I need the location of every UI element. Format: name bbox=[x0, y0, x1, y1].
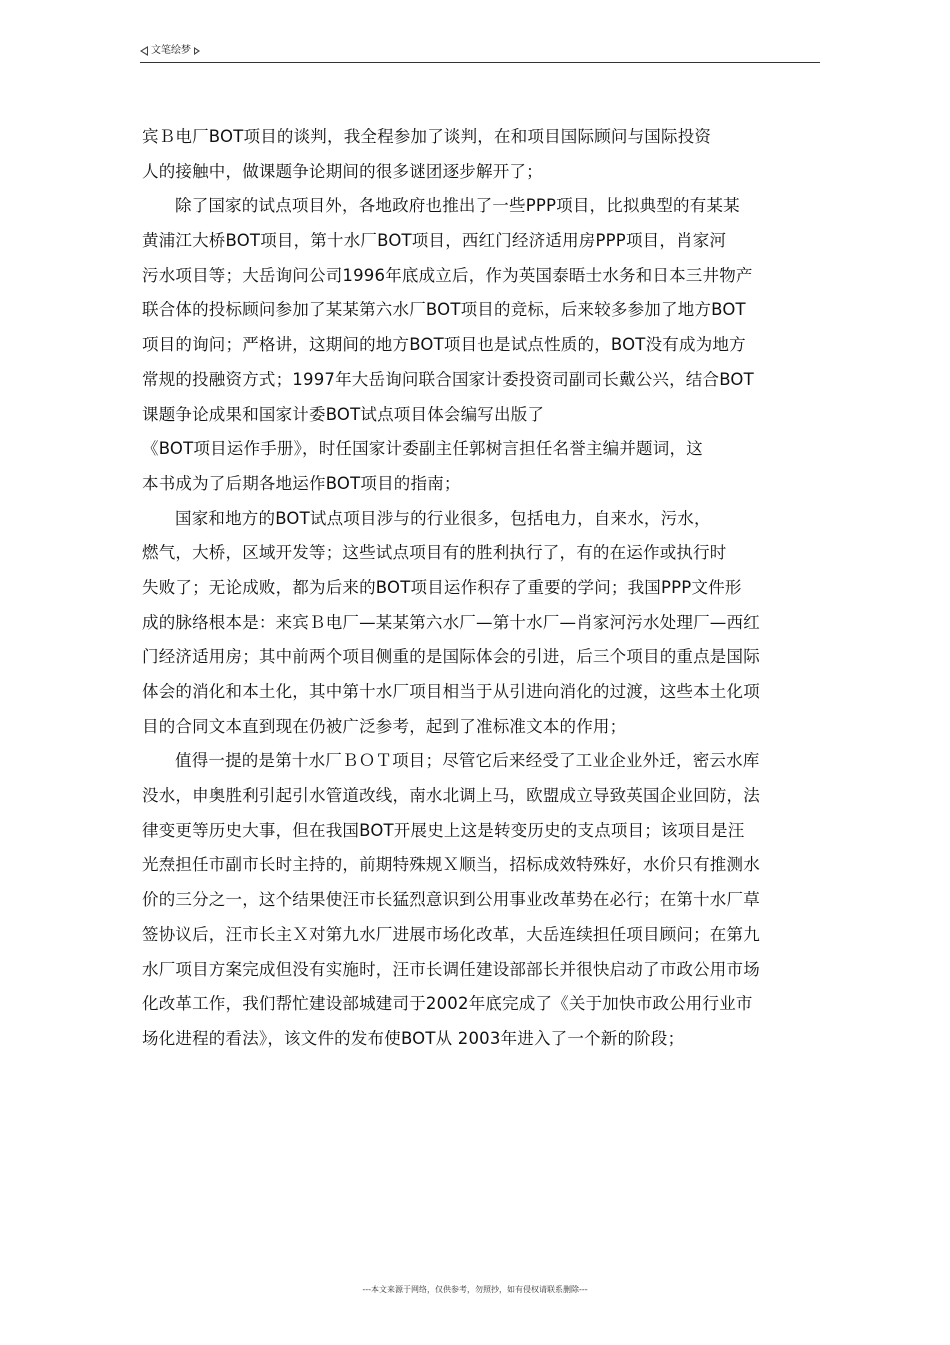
text-line: 常规的投融资方式；1997年大岳询问联合国家计委投资司副司长戴公兴，结合BOT bbox=[142, 369, 754, 389]
text-line: 律变更等历史大事，但在我国BOT开展史上这是转变历史的支点项目；该项目是汪 bbox=[142, 820, 745, 840]
header-brand-text: 文笔绘梦 bbox=[151, 45, 191, 56]
text-line: 价的三分之一，这个结果使汪市长猛烈意识到公用事业改革势在必行；在第十水厂草 bbox=[142, 890, 760, 910]
page-footer: ---本文来源于网络，仅供参考，勿照抄，如有侵权请联系删除--- bbox=[362, 1285, 588, 1294]
header-brand bbox=[140, 44, 200, 58]
document-body bbox=[142, 120, 822, 1057]
text-line: 《BOT项目运作手册》，时任国家计委副主任郭树言担任名誉主编并题词，这 bbox=[142, 439, 703, 459]
text-line: 没水，申奥胜利引起引水管道改线，南水北调上马，欧盟成立导致英国企业回防，法 bbox=[142, 786, 760, 806]
text-line: 宾Ｂ电厂BOT项目的谈判，我全程参加了谈判，在和项目国际顾问与国际投资 bbox=[142, 127, 712, 146]
text-line: 污水项目等；大岳询问公司1996年底成立后，作为英国泰晤士水务和日本三井物产 bbox=[142, 265, 753, 285]
text-line: 项目的询问；严格讲，这期间的地方BOT项目也是试点性质的，BOT没有成为地方 bbox=[142, 335, 746, 355]
text-line: 值得一提的是第十水厂ＢＯＴ项目；尽管它后来经受了工业企业外迁，密云水库 bbox=[175, 751, 760, 771]
text-line: 联合体的投标顾问参加了某某第六水厂BOT项目的竞标，后来较多参加了地方BOT bbox=[142, 300, 746, 320]
text-line: 化改革工作，我们帮忙建设部城建司于2002年底完成了《关于加快市政公用行业市 bbox=[142, 994, 753, 1014]
text-line: 黄浦江大桥BOT项目，第十水厂BOT项目，西红门经济适用房PPP项目，肖家河 bbox=[142, 231, 727, 251]
page-header bbox=[140, 44, 820, 63]
text-line: 门经济适用房；其中前两个项目侧重的是国际体会的引进，后三个项目的重点是国际 bbox=[142, 647, 760, 667]
text-line: 燃气，大桥，区域开发等；这些试点项目有的胜利执行了，有的在运作或执行时 bbox=[142, 543, 727, 563]
text-line: 课题争论成果和国家计委BOT试点项目体会编写出版了 bbox=[142, 404, 545, 424]
text-line: 人的接触中，做课题争论期间的很多谜团逐步解开了； bbox=[142, 161, 543, 181]
text-line: 水厂项目方案完成但没有实施时，汪市长调任建设部部长并很快启动了市政公用市场 bbox=[142, 959, 760, 979]
text-line: 成的脉络根本是：来宾Ｂ电厂—某某第六水厂—第十水厂—肖家河污水处理厂—西红 bbox=[142, 612, 760, 632]
text-line: 目的合同文本直到现在仍被广泛参考，起到了准标准文本的作用； bbox=[142, 716, 627, 736]
right-triangle-icon bbox=[194, 47, 200, 55]
left-triangle-icon bbox=[140, 46, 148, 56]
text-line: 国家和地方的BOT试点项目涉与的行业很多，包括电力，自来水，污水， bbox=[175, 508, 711, 528]
text-line: 签协议后，汪市长主Ｘ对第九水厂进展市场化改革，大岳连续担任项目顾问；在第九 bbox=[142, 924, 760, 944]
text-line: 场化进程的看法》，该文件的发布使BOT从 2003年进入了一个新的阶段； bbox=[142, 1028, 685, 1048]
text-line: 体会的消化和本土化，其中第十水厂项目相当于从引进向消化的过渡，这些本土化项 bbox=[142, 682, 760, 701]
text-line: 本书成为了后期各地运作BOT项目的指南； bbox=[142, 473, 461, 493]
text-line: 光焘担任市副市长时主持的，前期特殊规Ｘ顺当，招标成效特殊好，水价只有推测水 bbox=[142, 855, 760, 875]
text-line: 除了国家的试点项目外，各地政府也推出了一些PPP项目，比拟典型的有某某 bbox=[175, 196, 740, 216]
text-line: 失败了；无论成败，都为后来的BOT项目运作积存了重要的学问；我国PPP文件形 bbox=[142, 577, 742, 597]
